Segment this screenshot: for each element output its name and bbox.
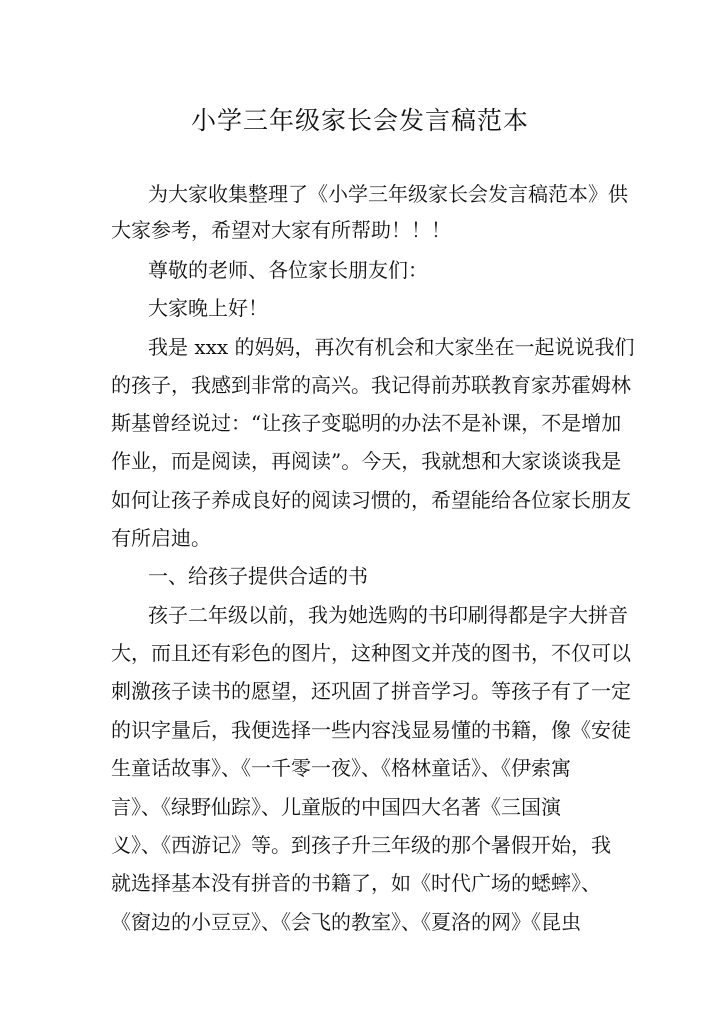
document-title: 小学三年级家长会发言稿范本 — [190, 105, 529, 135]
intro-line-1: 为大家收集整理了《小学三年级家长会发言稿范本》供 — [148, 182, 628, 206]
paragraph-line: 大，而且还有彩色的图片，这种图文并茂的图书，不仅可以 — [111, 641, 631, 665]
paragraph-line: 有所启迪。 — [111, 526, 211, 550]
paragraph-line: 的识字量后，我便选择一些内容浅显易懂的书籍，像《安徒 — [111, 718, 631, 742]
paragraph-line: 作业，而是阅读，再阅读”。今天，我就想和大家谈谈我是 — [111, 449, 622, 473]
paragraph-line: 义》、《西游记》等。到孩子升三年级的那个暑假开始，我 — [111, 833, 611, 857]
paragraph-line: 生童话故事》、《一千零一夜》、《格林童话》、《伊索寓 — [111, 756, 571, 780]
paragraph-line: 刺激孩子读书的愿望，还巩固了拼音学习。等孩子有了一定 — [111, 679, 631, 703]
paragraph-line: 的孩子，我感到非常的高兴。我记得前苏联教育家苏霍姆林 — [111, 373, 631, 397]
intro-line-2: 大家参考，希望对大家有所帮助！！！ — [111, 218, 451, 242]
greeting-line: 尊敬的老师、各位家长朋友们： — [148, 258, 428, 282]
paragraph-line: 言》、《绿野仙踪》、儿童版的中国四大名著《三国演 — [111, 795, 561, 819]
evening-greeting-line: 大家晚上好！ — [148, 296, 268, 320]
paragraph-line: 斯基曾经说过：“让孩子变聪明的办法不是补课，不是增加 — [111, 411, 622, 435]
paragraph-line: 如何让孩子养成良好的阅读习惯的，希望能给各位家长朋友 — [111, 488, 631, 512]
paragraph-line: 《窗边的小豆豆》、《会飞的教室》、《夏洛的网》《昆虫 — [111, 910, 581, 934]
paragraph-line: 就选择基本没有拼音的书籍了，如《时代广场的蟋蟀》、 — [111, 871, 601, 895]
paragraph-line: 孩子二年级以前，我为她选购的书印刷得都是字大拼音 — [148, 603, 628, 627]
paragraph-line: 我是 xxx 的妈妈，再次有机会和大家坐在一起说说我们 — [148, 335, 635, 359]
section-heading: 一、给孩子提供合适的书 — [148, 564, 368, 588]
